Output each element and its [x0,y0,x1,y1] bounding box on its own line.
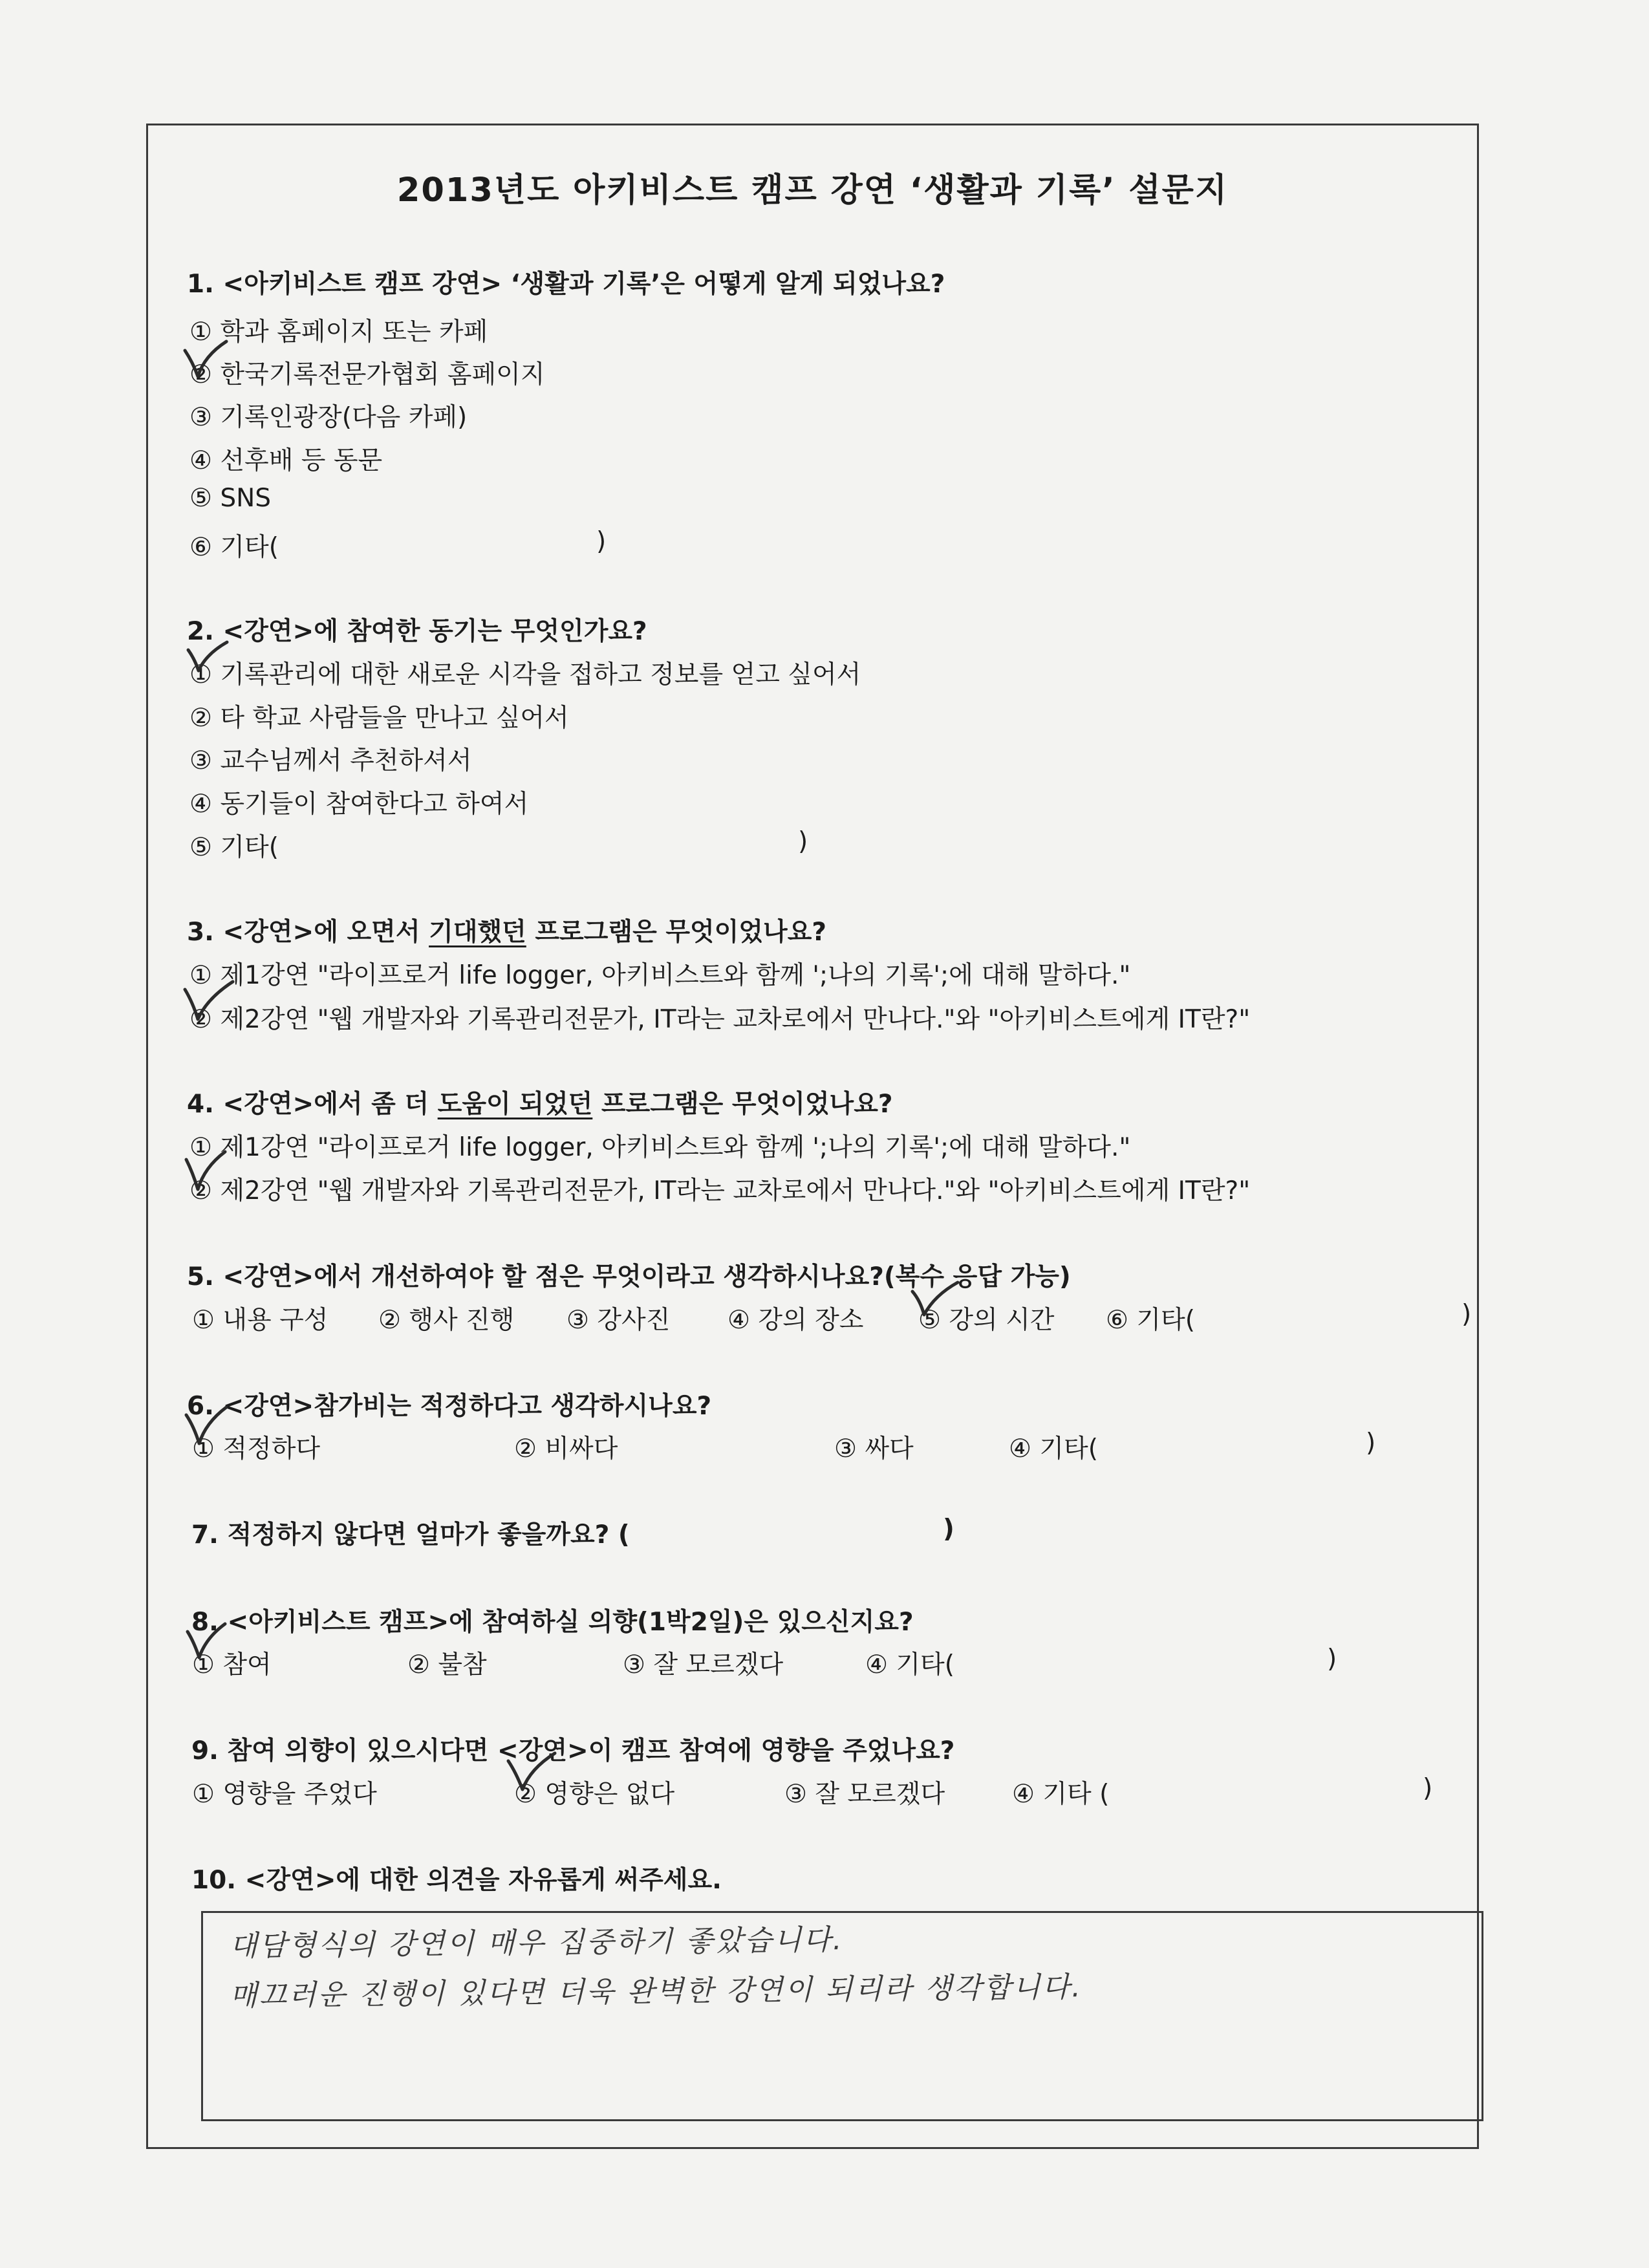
q1-option-6[interactable]: ⑥ 기타( [189,533,279,562]
q9-option-2[interactable]: ② 영향은 없다 [514,1780,675,1809]
q9-question: 9. 참여 의향이 있으시다면 <강연>이 캠프 참여에 영향을 주었나요? [191,1736,955,1766]
q1-option-6-close: ) [596,527,607,556]
q8-option-2[interactable]: ② 불참 [407,1650,487,1679]
q6-option-1[interactable]: ① 적정하다 [192,1434,321,1463]
q9-option-4[interactable]: ④ 기타 ( [1012,1780,1110,1809]
q9-option-1[interactable]: ① 영향을 주었다 [192,1780,377,1809]
check-mark-icon [181,336,233,388]
q3-question: 3. <강연>에 오면서 기대했던 프로그램은 무엇이었나요? [187,918,826,947]
q5-option-4[interactable]: ④ 강의 장소 [727,1306,864,1335]
q5-question: 5. <강연>에서 개선하여야 할 점은 무엇이라고 생각하시나요?(복수 응답 가능) [187,1262,1071,1291]
q4-option-1[interactable]: ① 제1강연 "라이프로거 life logger, 아키비스트와 함께 ';나의 기록';에 대해 말하다." [189,1133,1131,1162]
q4-option-2[interactable]: ② 제2강연 "웹 개발자와 기록관리전문가, IT라는 교차로에서 만나다."와 "아키비스트에게 IT란?" [189,1176,1251,1205]
check-mark-icon [909,1277,964,1326]
q2-option-3[interactable]: ③ 교수님께서 추천하셔서 [189,746,472,775]
q6-question: 6. <강연>참가비는 적정하다고 생각하시나요? [187,1392,712,1421]
q3-option-1[interactable]: ① 제1강연 "라이프로거 life logger, 아키비스트와 함께 ';나의 기록';에 대해 말하다." [189,961,1131,990]
check-mark-icon [504,1749,563,1801]
check-mark-icon [181,977,239,1031]
q2-option-5-close: ) [798,827,808,856]
q5-option-1[interactable]: ① 내용 구성 [192,1306,329,1335]
survey-title: 2013년도 아키비스트 캠프 강연 ‘생활과 기록’ 설문지 [396,171,1229,210]
q4-question: 4. <강연>에서 좀 더 도움이 되었던 프로그램은 무엇이었나요? [187,1090,893,1119]
handwritten-answer-line-1: 대담형식의 강연이 매우 집중하기 좋았습니다. [229,1923,844,1963]
q5-option-5[interactable]: ⑤ 강의 시간 [918,1306,1055,1335]
q6-option-4-close: ) [1366,1429,1376,1458]
q8-option-4-close: ) [1327,1645,1337,1674]
check-mark-icon [182,1403,234,1455]
q9-option-4-close: ) [1423,1774,1433,1803]
q1-option-3[interactable]: ③ 기록인광장(다음 카페) [189,403,468,432]
q6-option-3[interactable]: ③ 싸다 [834,1434,914,1463]
check-mark-icon [182,1148,234,1203]
q1-option-2[interactable]: ② 한국기록전문가협회 홈페이지 [189,360,545,389]
q3-option-2[interactable]: ② 제2강연 "웹 개발자와 기록관리전문가, IT라는 교차로에서 만나다."와 "아키비스트에게 IT란?" [189,1005,1251,1034]
check-mark-icon [184,1620,235,1669]
q1-option-4[interactable]: ④ 선후배 등 동문 [189,446,383,475]
q7-question: 7. 적정하지 않다면 얼마가 좋을까요? ( [191,1520,630,1550]
q5-option-2[interactable]: ② 행사 진행 [378,1306,515,1335]
q5-option-6[interactable]: ⑥ 기타( [1106,1306,1195,1335]
q9-option-3[interactable]: ③ 잘 모르겠다 [784,1780,945,1809]
q6-option-2[interactable]: ② 비싸다 [514,1434,618,1463]
q10-question: 10. <강연>에 대한 의견을 자유롭게 써주세요. [191,1866,722,1895]
q1-option-1[interactable]: ① 학과 홈페이지 또는 카페 [189,318,488,347]
q8-option-1[interactable]: ① 참여 [192,1650,272,1679]
q5-option-3[interactable]: ③ 강사진 [566,1306,671,1335]
q2-option-5[interactable]: ⑤ 기타( [189,833,279,862]
handwritten-answer-line-2: 매끄러운 진행이 있다면 더욱 완벽한 강연이 되리라 생각합니다. [229,1971,1083,2013]
q8-question: 8. <아키비스트 캠프>에 참여하실 의향(1박2일)은 있으신지요? [191,1608,914,1637]
q2-option-1[interactable]: ① 기록관리에 대한 새로운 시각을 접하고 정보를 얻고 싶어서 [189,660,861,689]
q2-question: 2. <강연>에 참여한 동기는 무엇인가요? [187,617,647,646]
q1-question: 1. <아키비스트 캠프 강연> ‘생활과 기록’은 어떻게 알게 되었나요? [187,270,945,299]
q2-option-4[interactable]: ④ 동기들이 참여한다고 하여서 [189,790,529,819]
q1-option-5[interactable]: ⑤ SNS [189,484,272,513]
q2-option-2[interactable]: ② 타 학교 사람들을 만나고 싶어서 [189,704,569,733]
q7-close: ) [943,1515,954,1544]
q5-option-6-close: ) [1461,1300,1472,1329]
check-mark-icon [184,637,236,682]
q6-option-4[interactable]: ④ 기타( [1009,1434,1098,1463]
q8-option-4[interactable]: ④ 기타( [865,1650,954,1679]
q8-option-3[interactable]: ③ 잘 모르겠다 [623,1650,784,1679]
